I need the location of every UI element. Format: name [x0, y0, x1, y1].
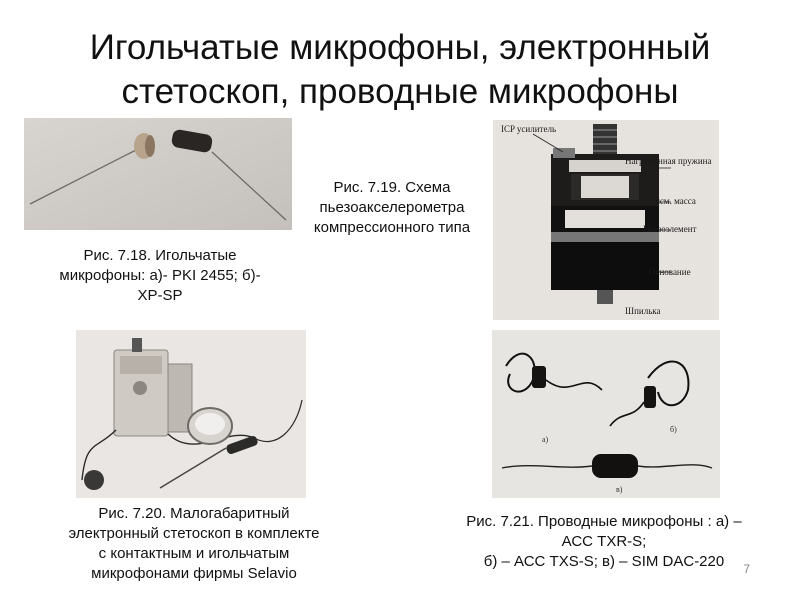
fig-7-20-caption-line-4: микрофонами фирмы Selavio — [91, 565, 297, 582]
figure-7-20-caption — [30, 504, 358, 584]
fig-7-20-caption-line-1: Рис. 7.20. Малогабаритный — [98, 505, 290, 522]
fig-7-21-caption-line-1: Рис. 7.21. Проводные микрофоны : а) – — [466, 513, 742, 530]
fig-7-18-caption-line-2: микрофоны: а)- PKI 2455; б)- — [59, 267, 261, 284]
fig-7-21-caption-line-2: АСС TXR-S; — [561, 533, 647, 550]
label-seismic-mass: Сейсм. масса — [645, 196, 696, 206]
label-stud: Шпилька — [625, 306, 661, 316]
needle-microphones-photo — [24, 118, 292, 230]
fig-7-18-caption-line-3: XP-SP — [137, 287, 183, 304]
fig-7-19-caption-line-2: пьезоакселерометра — [319, 199, 465, 216]
figure-7-19-caption — [292, 178, 492, 238]
label-icp-amplifier: ICP усилитель — [501, 124, 557, 134]
label-base: Основание — [649, 267, 691, 277]
label-loaded-spring: Нагруженная пружина — [625, 156, 712, 166]
label-b: б) — [670, 425, 677, 434]
fig-7-18-caption-line-1: Рис. 7.18. Игольчатые — [83, 247, 237, 264]
stethoscope-kit-photo — [76, 330, 306, 498]
fig-7-20-caption-line-2: электронный стетоскоп в комплекте — [68, 525, 320, 542]
slide-title — [0, 26, 800, 114]
page-number: 7 — [743, 562, 750, 576]
fig-7-20-caption-line-3: с контактным и игольчатым — [98, 545, 290, 562]
figure-7-21-caption — [430, 512, 778, 572]
figure-7-18-caption — [30, 246, 290, 306]
fig-7-21-caption-line-3: б) – АСС TXS-S; в) – SIM DAC-220 — [483, 553, 725, 570]
label-c: в) — [616, 485, 623, 494]
label-piezo-element: Пьезоэлемент — [643, 224, 697, 234]
slide-title-line-1: Игольчатые микрофоны, электронный — [89, 28, 711, 67]
label-a: а) — [542, 435, 549, 444]
fig-7-19-caption-line-1: Рис. 7.19. Схема — [333, 179, 451, 196]
accelerometer-diagram — [493, 120, 719, 320]
wired-microphones-photo — [492, 330, 720, 498]
fig-7-19-caption-line-3: компрессионного типа — [313, 219, 471, 236]
slide-title-line-2: стетоскоп, проводные микрофоны — [121, 72, 679, 111]
